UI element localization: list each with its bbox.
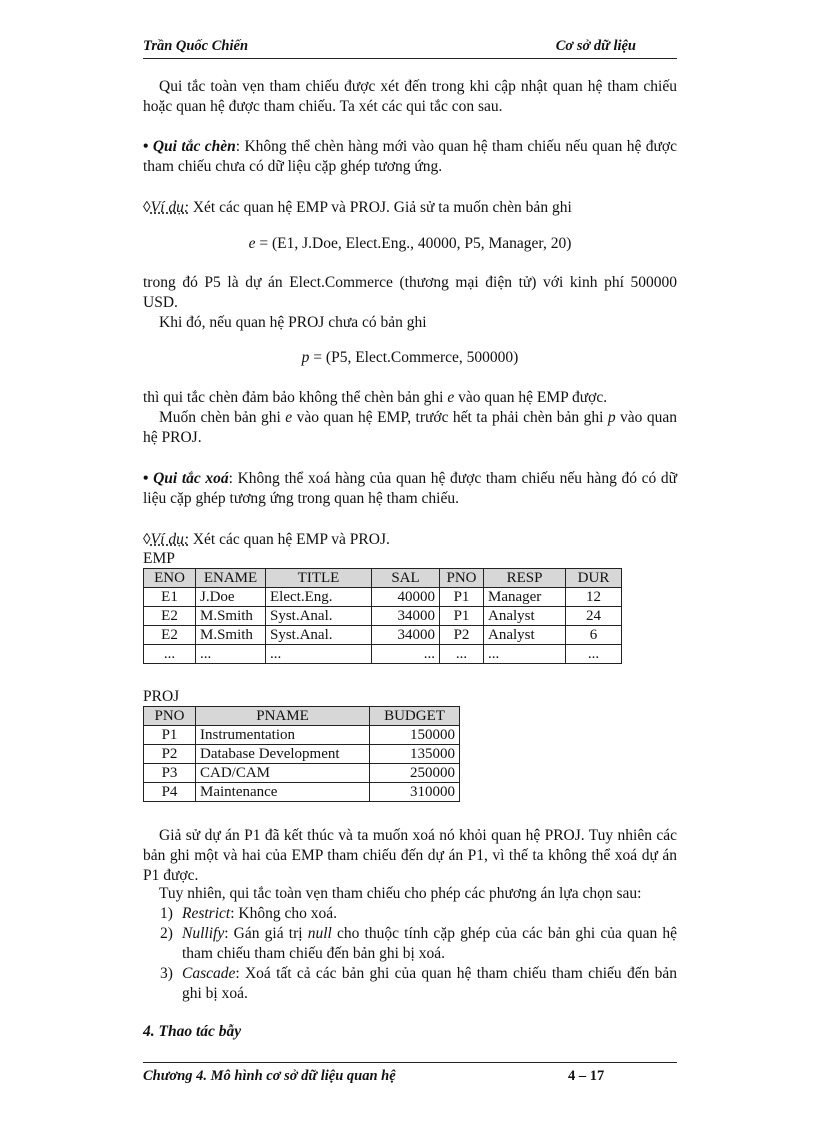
table-row — [144, 588, 622, 607]
example1-p2: Khi đó, nếu quan hệ PROJ chưa có bản ghi — [159, 314, 427, 331]
conclusion-p1: Giả sử dự án P1 đã kết thúc và ta muốn xoá nó khỏi quan hệ PROJ. Tuy nhiên các bản ghi một và hai của EMP tham chiếu đến dự án P1, vì thế ta không thể xoá dự án P1 được. — [143, 827, 677, 884]
option-restrict — [160, 904, 677, 924]
table-row — [144, 607, 622, 626]
example1-p1: trong đó P5 là dự án Elect.Commerce (thương mại điện tử) với kinh phí 500000 USD. — [143, 274, 677, 311]
formula-e-var: e — [248, 235, 256, 252]
delete-rule-paragraph — [143, 469, 677, 509]
formula-p-text: = (P5, Elect.Commerce, 500000) — [309, 349, 519, 366]
table-cell: 12 — [566, 588, 622, 607]
table-cell: Manager — [484, 588, 566, 607]
option-text: cho thuộc tính cặp ghép của các bản ghi của quan hệ tham chiếu tham chiếu đến bản ghi bị xoá. — [182, 925, 678, 962]
conclusion-p2: Tuy nhiên, qui tắc toàn vẹn tham chiếu cho phép các phương án lựa chọn sau: — [159, 885, 642, 902]
emp-column-header: PNO — [440, 569, 484, 588]
diamond-icon: ◊ — [143, 199, 151, 216]
table-cell: 150000 — [370, 726, 460, 745]
proj-body — [144, 726, 460, 802]
footer-page-number: 4 – 17 — [568, 1068, 605, 1084]
example1-p4-var1: e — [285, 409, 293, 426]
table-cell: Database Development — [196, 745, 370, 764]
insert-rule-paragraph — [143, 137, 677, 177]
table-cell: 310000 — [370, 783, 460, 802]
proj-column-header: PNO — [144, 707, 196, 726]
delete-rule-text: : Không thể xoá hàng của quan hệ được tham chiếu nếu hàng đó có dữ liệu cặp ghép tương ứng trong quan hệ tham chiếu. — [143, 470, 678, 507]
option-nullify — [160, 924, 677, 964]
table-cell: E2 — [144, 607, 196, 626]
proj-caption: PROJ — [143, 688, 180, 705]
table-cell: ... — [144, 645, 196, 664]
example1-p3 — [143, 388, 677, 408]
option-text: : Xoá tất cả các bản ghi của quan hệ tham chiếu tham chiếu đến bản ghi bị xoá. — [182, 965, 677, 1002]
table-row — [144, 626, 622, 645]
emp-column-header: RESP — [484, 569, 566, 588]
emp-body — [144, 588, 622, 664]
table-cell: P1 — [144, 726, 196, 745]
table-cell: M.Smith — [196, 607, 266, 626]
example1-p4-b: vào quan hệ EMP, trước hết ta phải chèn bản ghi — [292, 409, 608, 426]
table-cell: M.Smith — [196, 626, 266, 645]
intro-paragraph: Qui tắc toàn vẹn tham chiếu được xét đến trong khi cập nhật quan hệ tham chiếu hoặc quan hệ được tham chiếu. Ta xét các qui tắc con sau. — [143, 78, 677, 115]
option-term: Restrict — [182, 905, 231, 922]
diamond-icon: ◊ — [143, 531, 151, 548]
example2-intro — [143, 530, 677, 550]
option-term: Cascade — [182, 965, 236, 982]
header-author: Trần Quốc Chiến — [143, 38, 249, 54]
emp-header-row — [144, 569, 622, 588]
table-cell: Instrumentation — [196, 726, 370, 745]
formula-p-var: p — [301, 349, 310, 366]
emp-column-header: SAL — [372, 569, 440, 588]
table-cell: 6 — [566, 626, 622, 645]
table-cell: ... — [372, 645, 440, 664]
emp-column-header: DUR — [566, 569, 622, 588]
example1-p4-a: Muốn chèn bản ghi — [159, 409, 286, 426]
example1-p4-var2: p — [607, 409, 616, 426]
table-cell: P4 — [144, 783, 196, 802]
table-cell: Elect.Eng. — [266, 588, 372, 607]
table-row — [144, 645, 622, 664]
table-cell: Analyst — [484, 626, 566, 645]
header-subject: Cơ sở dữ liệu — [555, 38, 636, 54]
table-cell: ... — [266, 645, 372, 664]
table-cell: P1 — [440, 588, 484, 607]
proj-header-row — [144, 707, 460, 726]
insert-rule-bullet: • — [143, 138, 149, 155]
table-cell: E1 — [144, 588, 196, 607]
table-cell: P3 — [144, 764, 196, 783]
table-row — [144, 726, 460, 745]
footer-chapter: Chương 4. Mô hình cơ sở dữ liệu quan hệ — [143, 1068, 396, 1084]
table-cell: P1 — [440, 607, 484, 626]
table-row — [144, 745, 460, 764]
table-cell: ... — [196, 645, 266, 664]
proj-column-header: PNAME — [196, 707, 370, 726]
example1-p3-a: thì qui tắc chèn đảm bảo không thể chèn bản ghi — [143, 389, 448, 406]
table-cell: ... — [484, 645, 566, 664]
table-cell: Syst.Anal. — [266, 626, 372, 645]
example1-p4 — [143, 408, 677, 448]
table-cell: Syst.Anal. — [266, 607, 372, 626]
proj-column-header: BUDGET — [370, 707, 460, 726]
table-cell: CAD/CAM — [196, 764, 370, 783]
table-cell: 24 — [566, 607, 622, 626]
page-footer — [143, 1062, 677, 1085]
example1-p3-b: vào quan hệ EMP được. — [454, 389, 608, 406]
example1-p3-var: e — [447, 389, 455, 406]
table-cell: ... — [440, 645, 484, 664]
table-row — [144, 764, 460, 783]
example1-intro — [143, 198, 677, 218]
table-cell: ... — [566, 645, 622, 664]
emp-column-header: TITLE — [266, 569, 372, 588]
delete-rule-bullet: • — [143, 470, 149, 487]
example2-label: Ví dụ: — [150, 531, 189, 548]
option-term: Nullify — [182, 925, 225, 942]
option-text-a: : Gán giá trị — [224, 925, 308, 942]
table-cell: Maintenance — [196, 783, 370, 802]
example1-label: Ví dụ: — [150, 199, 189, 216]
table-cell: E2 — [144, 626, 196, 645]
formula-e — [143, 234, 677, 254]
table-row — [144, 783, 460, 802]
option-cascade — [160, 964, 677, 1004]
table-cell: 34000 — [372, 607, 440, 626]
option-term-null: null — [307, 925, 332, 942]
table-cell: J.Doe — [196, 588, 266, 607]
section-heading: 4. Thao tác bẫy — [143, 1023, 242, 1040]
table-cell: 40000 — [372, 588, 440, 607]
page-header — [143, 38, 677, 59]
example2-text: Xét các quan hệ EMP và PROJ. — [188, 531, 390, 548]
option-number: 3) — [160, 965, 173, 982]
insert-rule-title: Qui tắc chèn — [152, 138, 236, 155]
delete-rule-title: Qui tắc xoá — [153, 470, 229, 487]
table-cell: 250000 — [370, 764, 460, 783]
example1-p4-c: vào quan hệ PROJ. — [143, 409, 678, 446]
table-cell: 34000 — [372, 626, 440, 645]
option-number: 1) — [160, 905, 173, 922]
formula-e-text: = (E1, J.Doe, Elect.Eng., 40000, P5, Manager, 20) — [255, 235, 572, 252]
option-text: : Không cho xoá. — [230, 905, 337, 922]
emp-column-header: ENAME — [196, 569, 266, 588]
formula-p — [143, 348, 677, 368]
proj-table — [143, 706, 460, 802]
option-number: 2) — [160, 925, 173, 942]
example1-text: Xét các quan hệ EMP và PROJ. Giả sử ta muốn chèn bản ghi — [188, 199, 572, 216]
table-cell: P2 — [440, 626, 484, 645]
table-cell: Analyst — [484, 607, 566, 626]
table-cell: P2 — [144, 745, 196, 764]
emp-caption: EMP — [143, 550, 175, 567]
insert-rule-text: : Không thể chèn hàng mới vào quan hệ tham chiếu nếu quan hệ được tham chiếu chưa có dữ liệu cặp ghép tương ứng. — [143, 138, 678, 175]
options-list — [160, 904, 677, 1004]
table-cell: 135000 — [370, 745, 460, 764]
emp-column-header: ENO — [144, 569, 196, 588]
emp-table — [143, 568, 622, 664]
